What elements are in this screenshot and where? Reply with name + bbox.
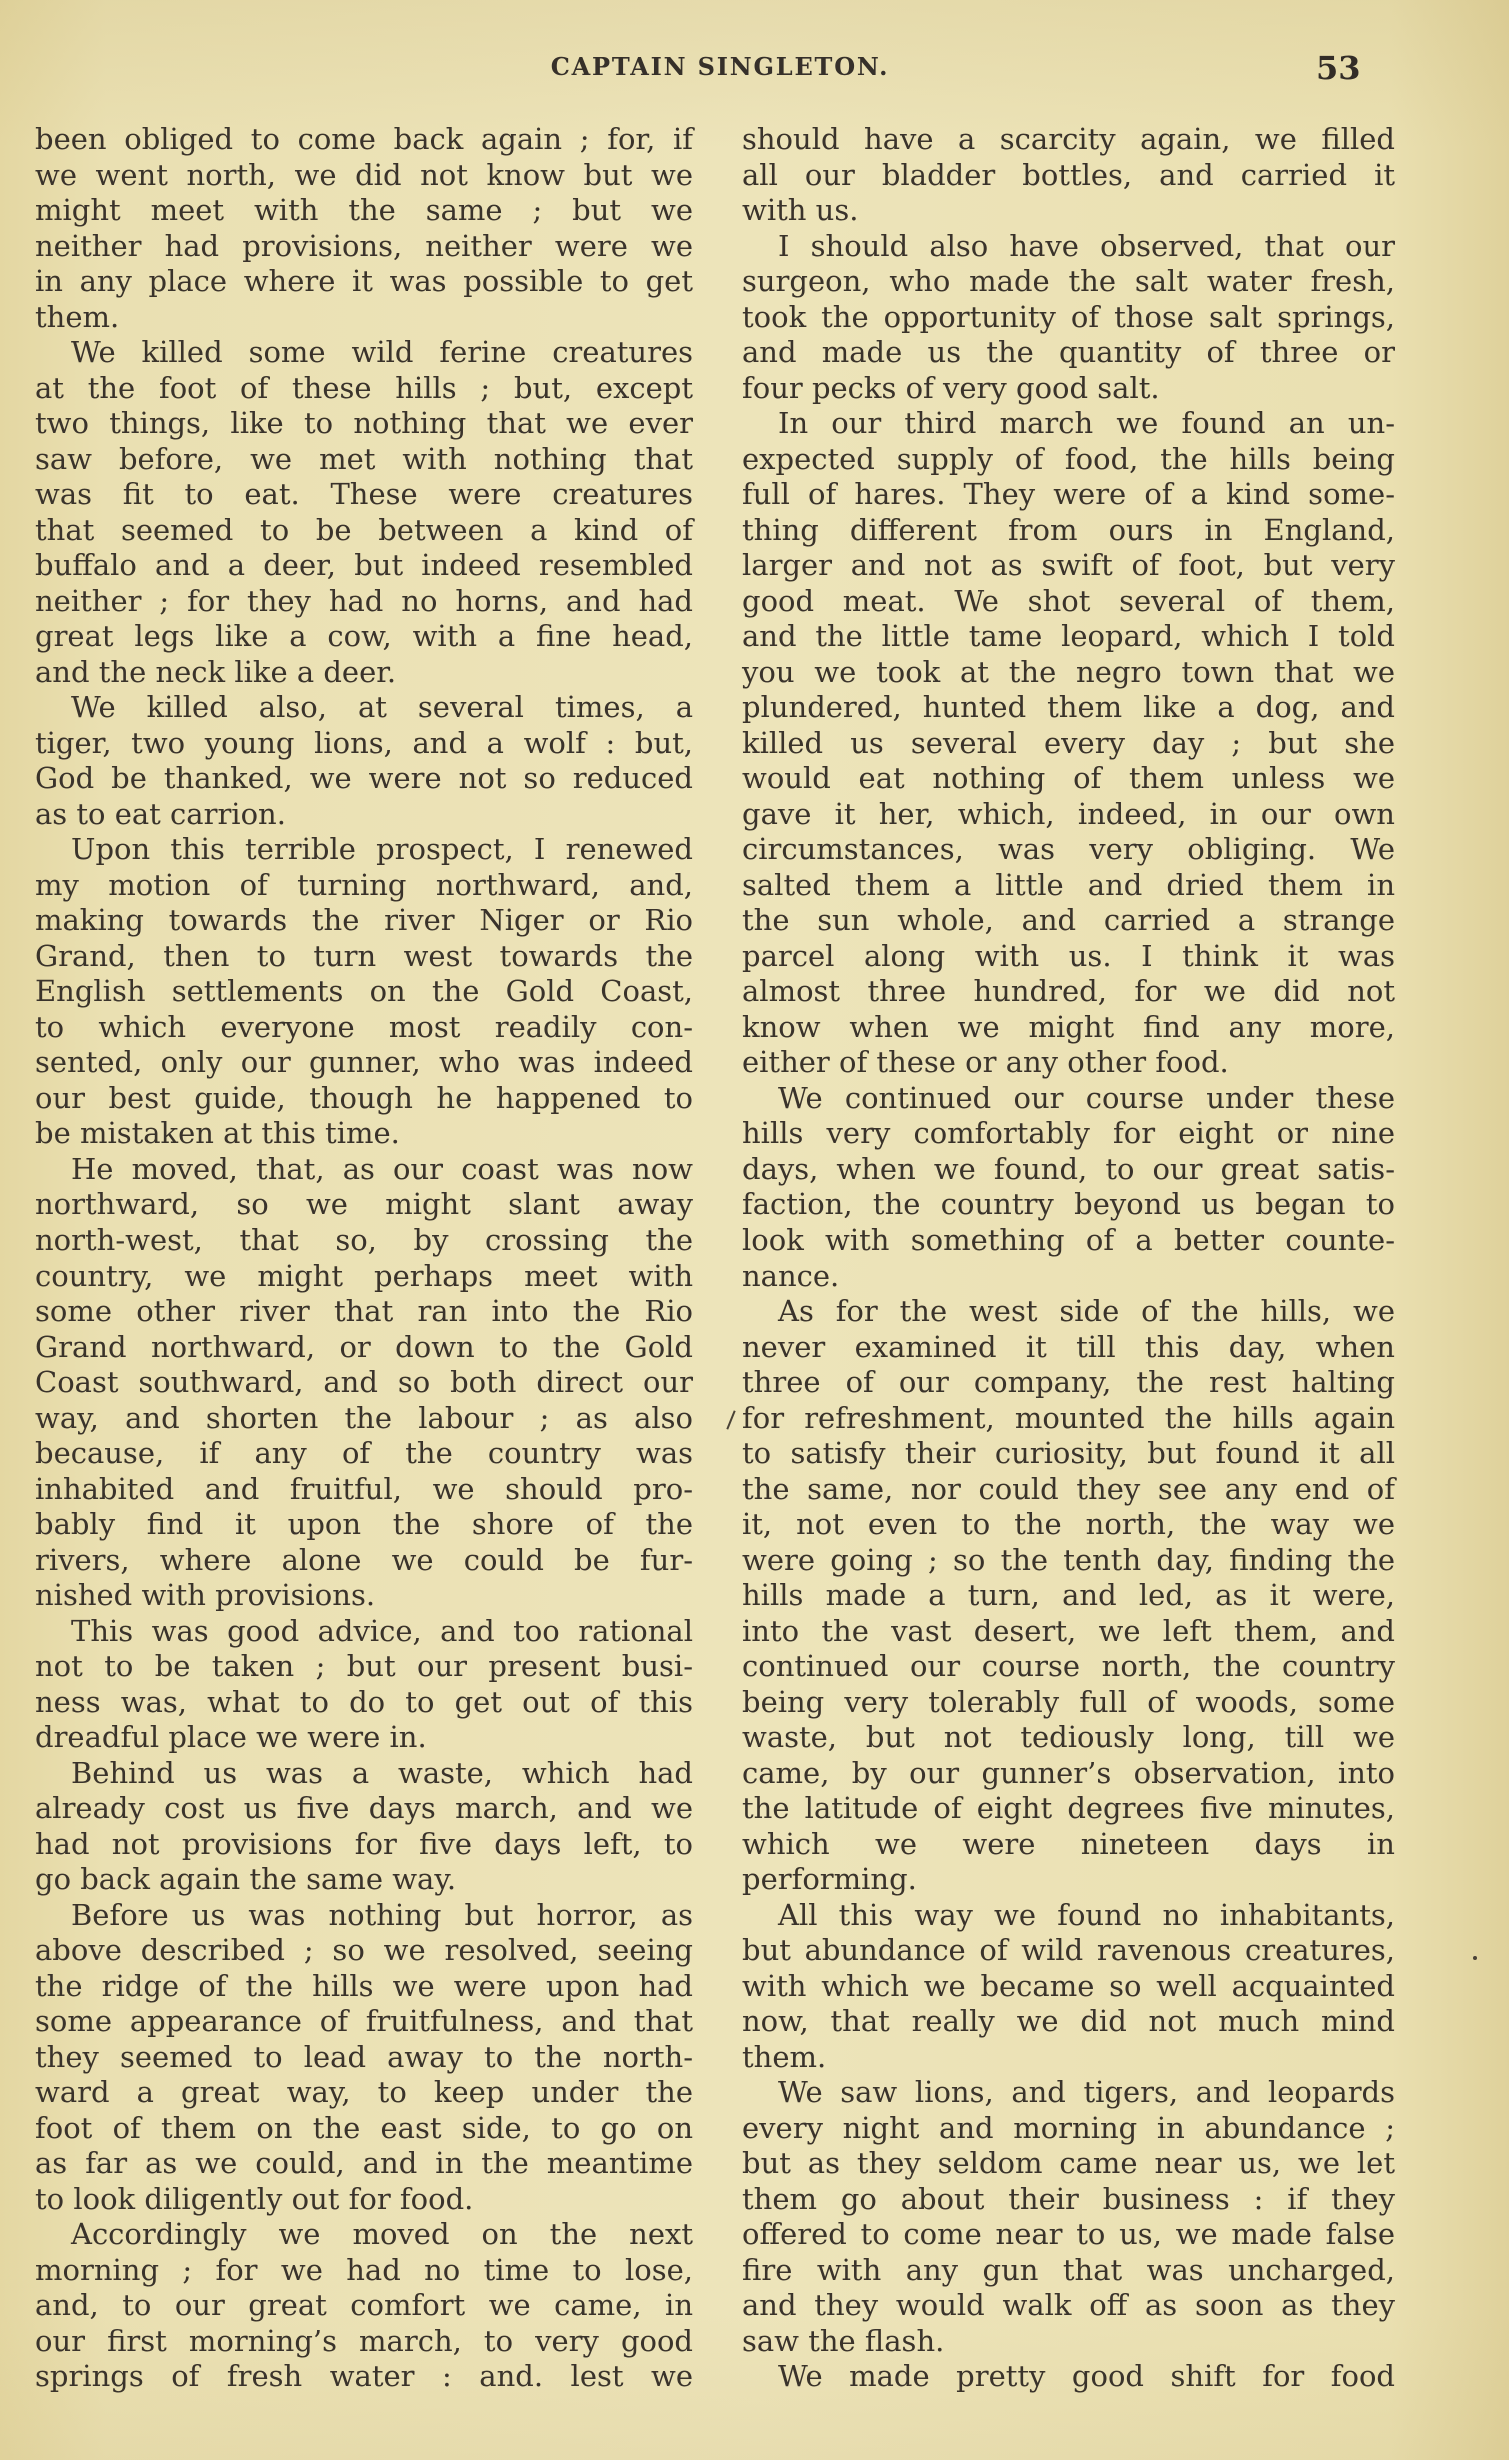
text-line: nance. xyxy=(742,1258,840,1293)
text-line: came, by our gunner’s observation, into xyxy=(742,1755,1395,1790)
text-line: dreadful place we were in. xyxy=(35,1720,427,1755)
paragraph xyxy=(742,122,1395,229)
text-line: to look diligently out for food. xyxy=(35,2181,474,2216)
text-line: hills very comfortably for eight or nine xyxy=(742,1116,1395,1151)
text-line: never examined it till this day, when xyxy=(742,1329,1395,1364)
text-line: Upon this terrible prospect, I renewed xyxy=(71,832,693,867)
text-line: We made pretty good shift for food xyxy=(778,2359,1395,2394)
text-line: for refreshment, mounted the hills again xyxy=(742,1400,1395,1435)
text-line: them. xyxy=(742,2039,827,2074)
text-line: making towards the river Niger or Rio xyxy=(35,903,693,938)
text-line: as far as we could, and in the meantime xyxy=(35,2146,693,2181)
paragraph xyxy=(35,1756,693,1898)
text-line: ward a great way, to keep under the xyxy=(35,2075,693,2110)
text-line: at the foot of these hills ; but, except xyxy=(35,370,693,405)
paragraph xyxy=(35,335,693,690)
text-line: surgeon, who made the salt water fresh, xyxy=(742,264,1395,299)
paragraph xyxy=(742,1294,1395,1898)
left-column xyxy=(35,122,693,2395)
paragraph xyxy=(35,1614,693,1756)
text-line: know when we might find any more, xyxy=(742,1009,1395,1044)
text-line: as to eat carrion. xyxy=(35,796,286,831)
text-line: to which everyone most readily con- xyxy=(35,1009,693,1044)
text-line: but as they seldom came near us, we let xyxy=(742,2146,1395,2181)
text-line: good meat. We shot several of them, xyxy=(742,583,1395,618)
text-line: they seemed to lead away to the north- xyxy=(35,2039,693,2074)
text-line: tiger, two young lions, and a wolf : but, xyxy=(35,725,693,760)
text-line: and, to our great comfort we came, in xyxy=(35,2288,693,2323)
text-line: days, when we found, to our great satis- xyxy=(742,1151,1395,1186)
text-line: in any place where it was possible to get xyxy=(35,264,693,299)
running-title: CAPTAIN SINGLETON. xyxy=(550,52,890,81)
text-line: fire with any gun that was uncharged, xyxy=(742,2252,1395,2287)
text-line: into the vast desert, we left them, and xyxy=(742,1613,1395,1648)
text-line: the latitude of eight degrees five minutes, xyxy=(742,1791,1395,1826)
text-line: you we took at the negro town that we xyxy=(742,654,1395,689)
text-line: look with something of a better counte- xyxy=(742,1222,1395,1257)
paragraph xyxy=(35,690,693,832)
text-line: four pecks of very good salt. xyxy=(742,370,1160,405)
text-line: above described ; so we resolved, seeing xyxy=(35,1933,693,1968)
text-line: some other river that ran into the Rio xyxy=(35,1294,693,1329)
text-line: two things, like to nothing that we ever xyxy=(35,406,693,441)
text-line: offered to come near to us, we made false xyxy=(742,2217,1395,2252)
paragraph xyxy=(742,1081,1395,1294)
text-line: north-west, that so, by crossing the xyxy=(35,1222,693,1257)
text-line: we went north, we did not know but we xyxy=(35,157,693,192)
text-line: Grand northward, or down to the Gold xyxy=(35,1329,693,1364)
text-line: nished with provisions. xyxy=(35,1578,376,1613)
text-line: foot of them on the east side, to go on xyxy=(35,2110,693,2145)
text-line: with which we became so well acquainted xyxy=(742,1968,1395,2003)
text-line: circumstances, was very obliging. We xyxy=(742,832,1395,867)
text-line: buffalo and a deer, but indeed resembled xyxy=(35,548,693,583)
text-line: plundered, hunted them like a dog, and xyxy=(742,690,1395,725)
text-line: great legs like a cow, with a fine head, xyxy=(35,619,693,654)
text-line: inhabited and fruitful, we should pro- xyxy=(35,1471,693,1506)
text-line: He moved, that, as our coast was now xyxy=(71,1151,693,1186)
text-line: faction, the country beyond us began to xyxy=(742,1187,1395,1222)
text-line: go back again the same way. xyxy=(35,1862,457,1897)
text-line: rivers, where alone we could be fur- xyxy=(35,1542,693,1577)
text-line: We continued our course under these xyxy=(778,1080,1395,1115)
text-line: with us. xyxy=(742,193,859,228)
text-line: them go about their business : if they xyxy=(742,2181,1395,2216)
text-line: being very tolerably full of woods, some xyxy=(742,1684,1395,1719)
text-line: might meet with the same ; but we xyxy=(35,193,693,228)
text-line: thing different from ours in England, xyxy=(742,512,1395,547)
text-line: bably find it upon the shore of the xyxy=(35,1507,693,1542)
text-line: We killed also, at several times, a xyxy=(71,690,693,725)
text-line: way, and shorten the labour ; as also xyxy=(35,1400,693,1435)
text-line: it, not even to the north, the way we xyxy=(742,1507,1395,1542)
text-line: Accordingly we moved on the next xyxy=(71,2217,693,2252)
paragraph xyxy=(35,832,693,1152)
text-line: and made us the quantity of three or xyxy=(742,335,1395,370)
text-line: We killed some wild ferine creatures xyxy=(71,335,693,370)
text-line: performing. xyxy=(742,1862,917,1897)
text-line: springs of fresh water : and. lest we xyxy=(35,2359,693,2394)
text-line: killed us several every day ; but she xyxy=(742,725,1395,760)
paragraph xyxy=(35,1898,693,2218)
text-line: almost three hundred, for we did not xyxy=(742,974,1395,1009)
text-line: and they would walk off as soon as they xyxy=(742,2288,1395,2323)
text-line: that seemed to be between a kind of xyxy=(35,512,693,547)
text-line: not to be taken ; but our present busi- xyxy=(35,1649,693,1684)
text-line: be mistaken at this time. xyxy=(35,1116,400,1151)
paragraph xyxy=(742,1898,1395,2076)
text-line: Coast southward, and so both direct our xyxy=(35,1365,693,1400)
text-line: some appearance of fruitfulness, and that xyxy=(35,2004,693,2039)
text-line: salted them a little and dried them in xyxy=(742,867,1395,902)
text-line: our best guide, though he happened to xyxy=(35,1080,693,1115)
text-line: took the opportunity of those salt springs, xyxy=(742,299,1395,334)
page-number: 53 xyxy=(1316,49,1361,87)
text-line: full of hares. They were of a kind some- xyxy=(742,477,1395,512)
text-line: because, if any of the country was xyxy=(35,1436,693,1471)
text-line: been obliged to come back again ; for, if xyxy=(35,122,693,156)
text-line: hills made a turn, and led, as it were, xyxy=(742,1578,1395,1613)
text-line: which we were nineteen days in xyxy=(742,1826,1395,1861)
text-line: God be thanked, we were not so reduced xyxy=(35,761,693,796)
text-line: either of these or any other food. xyxy=(742,1045,1229,1080)
text-line: but abundance of wild ravenous creatures, xyxy=(742,1933,1395,1968)
text-line: English settlements on the Gold Coast, xyxy=(35,974,693,1009)
text-line: neither ; for they had no horns, and had xyxy=(35,583,693,618)
text-line: Before us was nothing but horror, as xyxy=(71,1897,693,1932)
text-line: now, that really we did not much mind xyxy=(742,2004,1395,2039)
text-line: Behind us was a waste, which had xyxy=(71,1755,693,1790)
text-line: them. xyxy=(35,299,120,334)
text-line: northward, so we might slant away xyxy=(35,1187,693,1222)
text-line: had not provisions for five days left, to xyxy=(35,1826,693,1861)
text-line: already cost us five days march, and we xyxy=(35,1791,693,1826)
text-line: and the neck like a deer. xyxy=(35,654,397,689)
text-line: saw the flash. xyxy=(742,2323,945,2358)
paragraph xyxy=(35,122,693,335)
text-line: I should also have observed, that our xyxy=(778,228,1395,263)
text-line: sented, only our gunner, who was indeed xyxy=(35,1045,693,1080)
text-line: were going ; so the tenth day, finding the xyxy=(742,1542,1395,1577)
text-line: to satisfy their curiosity, but found it all xyxy=(742,1436,1395,1471)
text-line: larger and not as swift of foot, but very xyxy=(742,548,1395,583)
text-line: morning ; for we had no time to lose, xyxy=(35,2252,693,2287)
text-line: parcel along with us. I think it was xyxy=(742,938,1395,973)
text-line: This was good advice, and too rational xyxy=(71,1613,693,1648)
ink-mark xyxy=(726,1410,735,1429)
text-line: continued our course north, the country xyxy=(742,1649,1395,1684)
text-line: and the little tame leopard, which I told xyxy=(742,619,1395,654)
text-line: expected supply of food, the hills being xyxy=(742,441,1395,476)
text-line: the same, nor could they see any end of xyxy=(742,1471,1395,1506)
text-line: the sun whole, and carried a strange xyxy=(742,903,1395,938)
paragraph xyxy=(35,1152,693,1614)
paragraph xyxy=(742,406,1395,1081)
ink-speck xyxy=(1473,1956,1477,1960)
text-line: all our bladder bottles, and carried it xyxy=(742,157,1395,192)
paragraph xyxy=(35,2217,693,2395)
text-line: ness was, what to do to get out of this xyxy=(35,1684,693,1719)
text-line: would eat nothing of them unless we xyxy=(742,761,1395,796)
text-line: country, we might perhaps meet with xyxy=(35,1258,693,1293)
text-line: should have a scarcity again, we filled xyxy=(742,122,1395,156)
text-line: As for the west side of the hills, we xyxy=(778,1294,1395,1329)
text-line: In our third march we found an un- xyxy=(778,406,1395,441)
paragraph xyxy=(742,2359,1395,2395)
paragraph xyxy=(742,229,1395,407)
text-line: every night and morning in abundance ; xyxy=(742,2110,1395,2145)
text-line: three of our company, the rest halting xyxy=(742,1365,1395,1400)
text-line: saw before, we met with nothing that xyxy=(35,441,693,476)
text-line: We saw lions, and tigers, and leopards xyxy=(778,2075,1395,2110)
text-line: the ridge of the hills we were upon had xyxy=(35,1968,693,2003)
text-line: neither had provisions, neither were we xyxy=(35,228,693,263)
text-line: my motion of turning northward, and, xyxy=(35,867,693,902)
text-line: waste, but not tediously long, till we xyxy=(742,1720,1395,1755)
text-line: All this way we found no inhabitants, xyxy=(778,1897,1395,1932)
right-column xyxy=(742,122,1395,2395)
text-line: was fit to eat. These were creatures xyxy=(35,477,693,512)
paragraph xyxy=(742,2075,1395,2359)
text-line: gave it her, which, indeed, in our own xyxy=(742,796,1395,831)
text-line: our first morning’s march, to very good xyxy=(35,2323,693,2358)
text-line: Grand, then to turn west towards the xyxy=(35,938,693,973)
